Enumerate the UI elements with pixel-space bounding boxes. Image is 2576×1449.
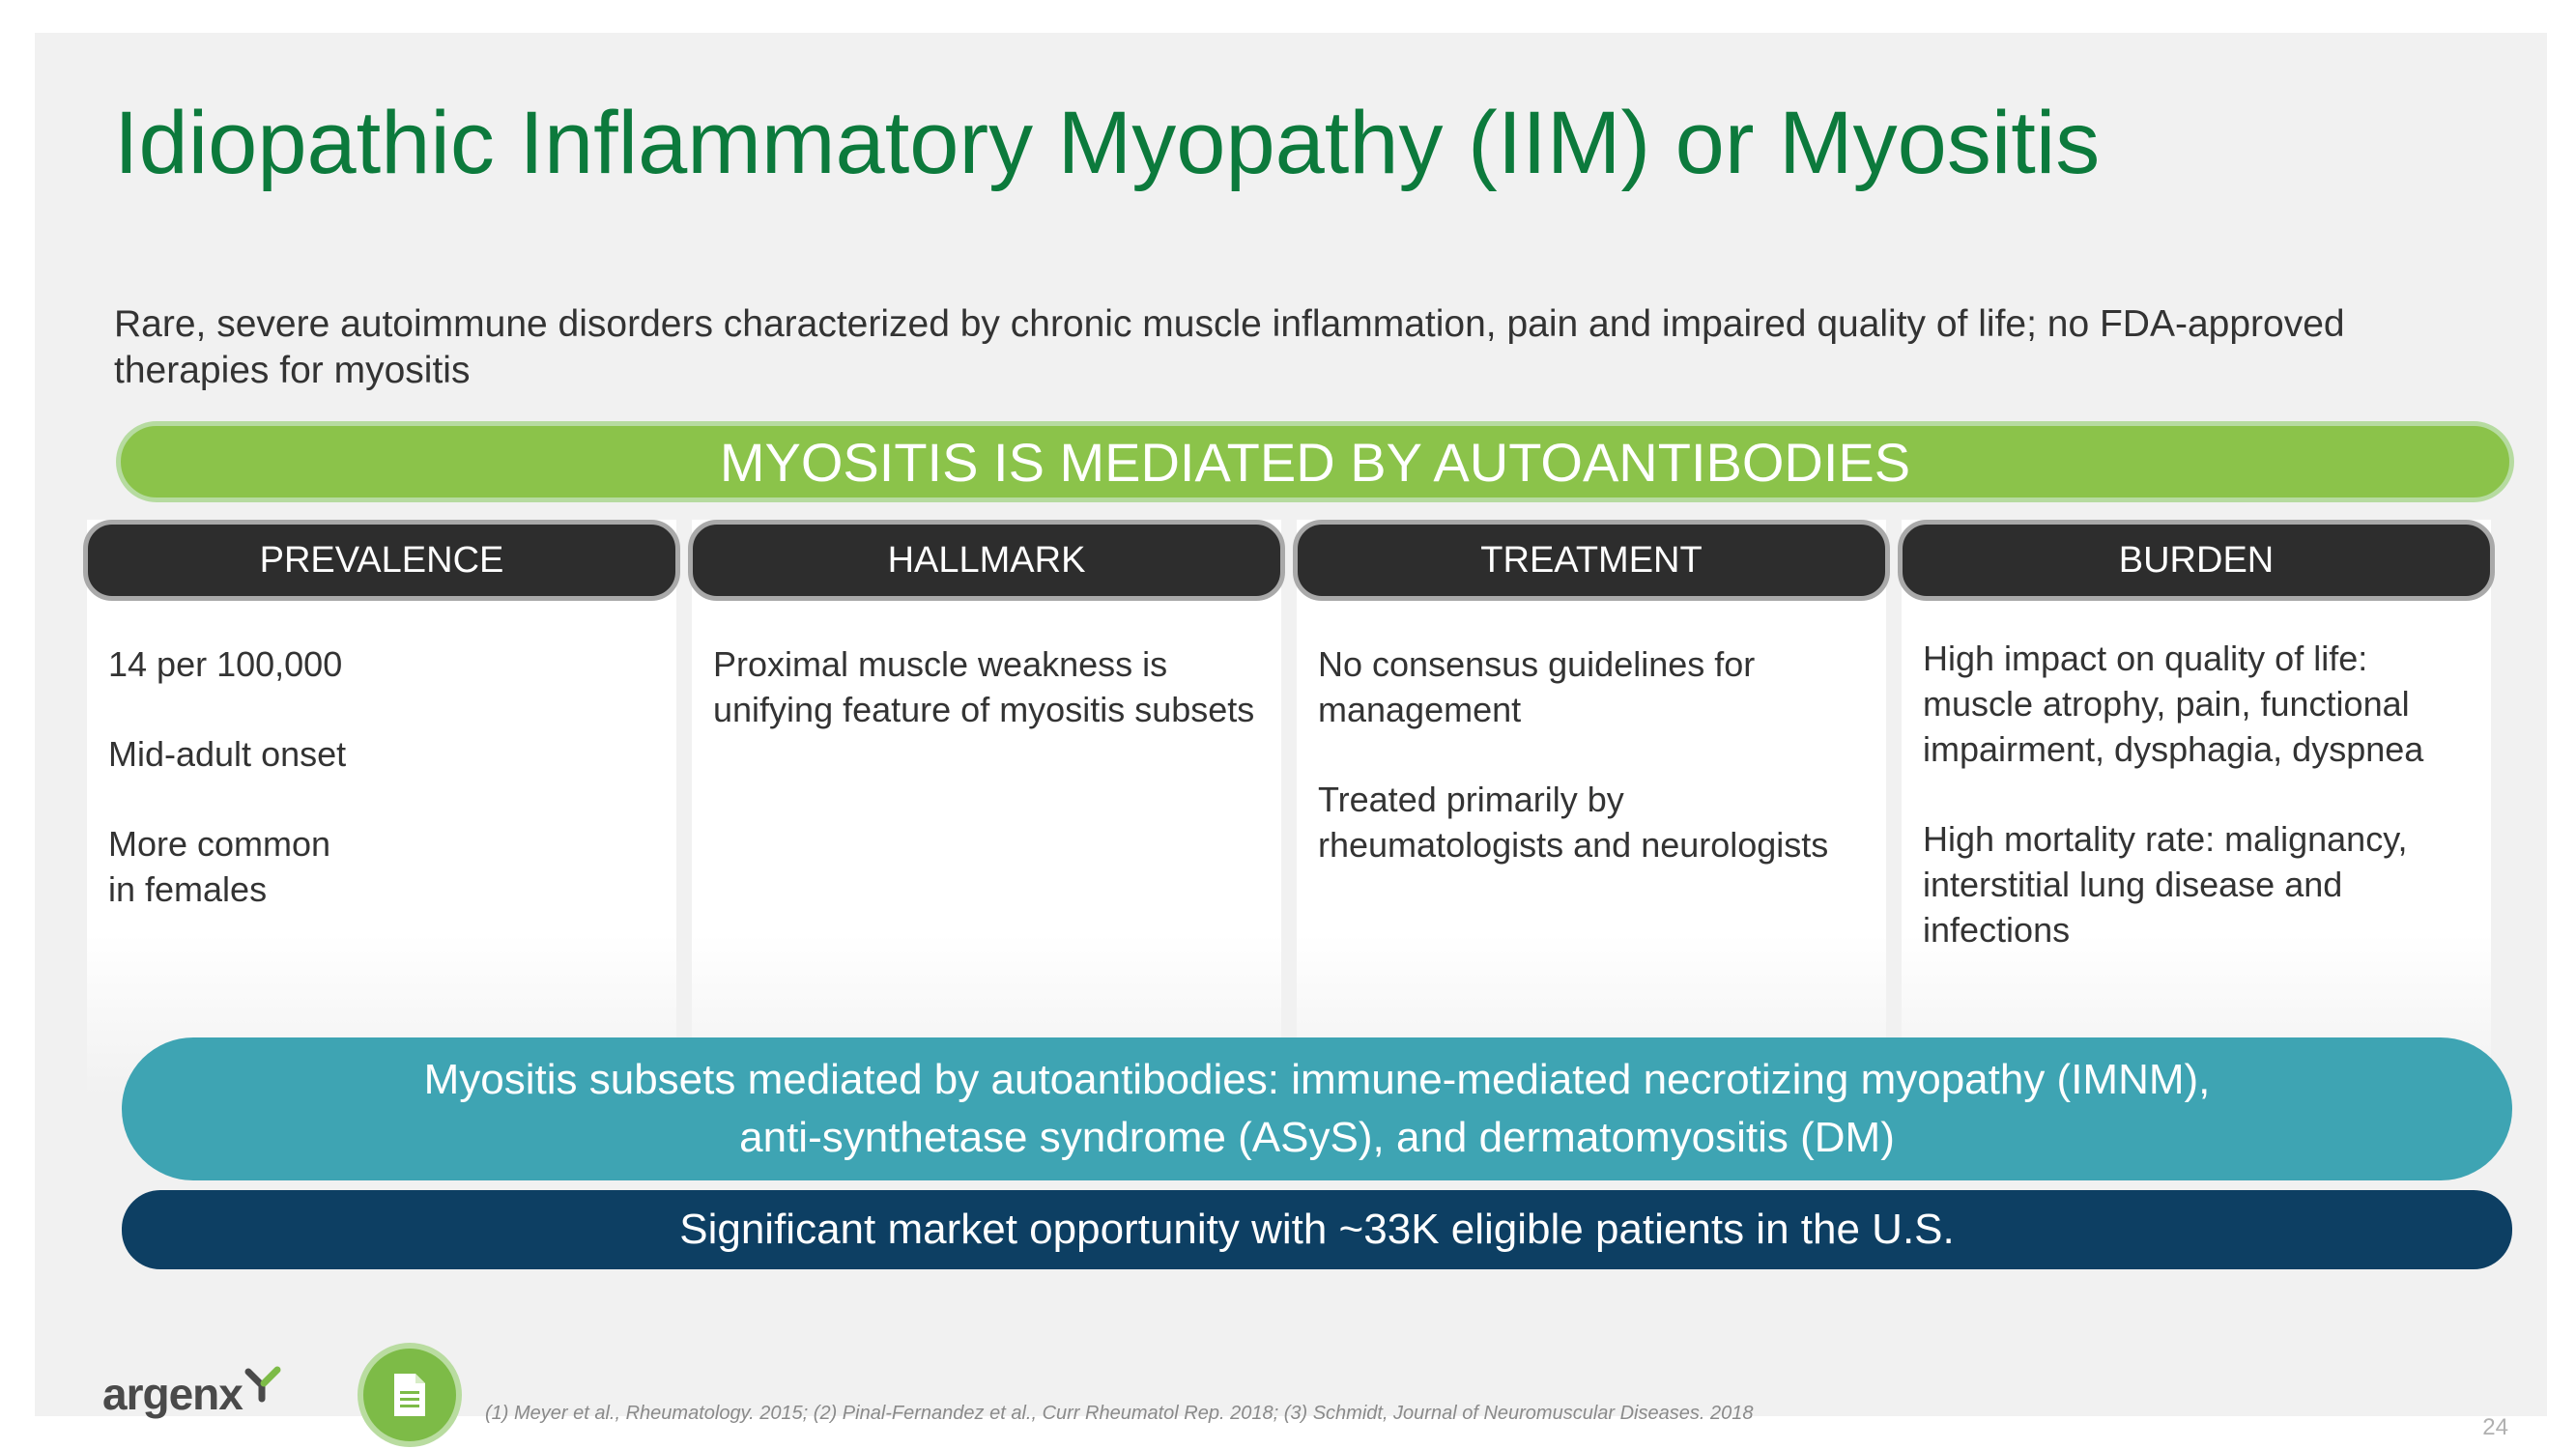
column-item: Mid-adult onset [108,734,347,774]
column-item: High mortality rate: malignancy, interstitial lung disease and infections [1923,819,2408,950]
column-heading: BURDEN [1898,520,2495,601]
references-button[interactable] [358,1343,462,1447]
slide [35,33,2547,1440]
document-icon [390,1372,429,1418]
column-hallmark [692,520,1281,1095]
subsets-callout-line: Myositis subsets mediated by autoantibodies: immune-mediated necrotizing myopathy (IMNM), [423,1056,2211,1103]
subsets-callout-line: anti-synthetase syndrome (ASyS), and dermatomyositis (DM) [739,1114,1895,1161]
column-item: High impact on quality of life: muscle atrophy, pain, functional impairment, dysphagia, dyspnea [1923,639,2424,769]
column-heading: HALLMARK [688,520,1285,601]
column-burden [1902,520,2491,1095]
autoantibodies-banner: MYOSITIS IS MEDIATED BY AUTOANTIBODIES [116,421,2514,502]
intro-text: Rare, severe autoimmune disorders characterized by chronic muscle inflammation, pain and impaired quality of life; no FDA-approved therapies for myositis [114,303,2345,391]
column-body [713,641,1274,777]
column-prevalence [87,520,676,1095]
market-callout: Significant market opportunity with ~33K eligible patients in the U.S. [122,1190,2512,1269]
column-item: 14 per 100,000 [108,644,343,684]
subsets-callout [122,1037,2512,1180]
column-body [1318,641,1878,912]
column-item: Treated primarily by rheumatologists and neurologists [1318,780,1829,865]
column-body [108,641,669,956]
logo-wordmark: argenx [102,1369,243,1419]
footnote: (1) Meyer et al., Rheumatology. 2015; (2) Pinal-Fernandez et al., Curr Rheumatol Rep. 2018; (3) Schmidt, Journal of Neuromuscular Diseases. 2018 [485,1403,1754,1424]
column-treatment [1297,520,1886,1095]
column-heading: TREATMENT [1293,520,1890,601]
column-body [1923,636,2483,997]
column-item: More common in females [108,824,331,909]
argenx-logo [102,1366,285,1420]
column-item: Proximal muscle weakness is unifying feature of myositis subsets [713,644,1255,729]
argenx-y-icon [244,1366,285,1406]
column-heading: PREVALENCE [83,520,680,601]
page-title: Idiopathic Inflammatory Myopathy (IIM) or Myositis [114,94,2101,192]
page-number: 24 [2482,1414,2508,1440]
column-item: No consensus guidelines for management [1318,644,1756,729]
